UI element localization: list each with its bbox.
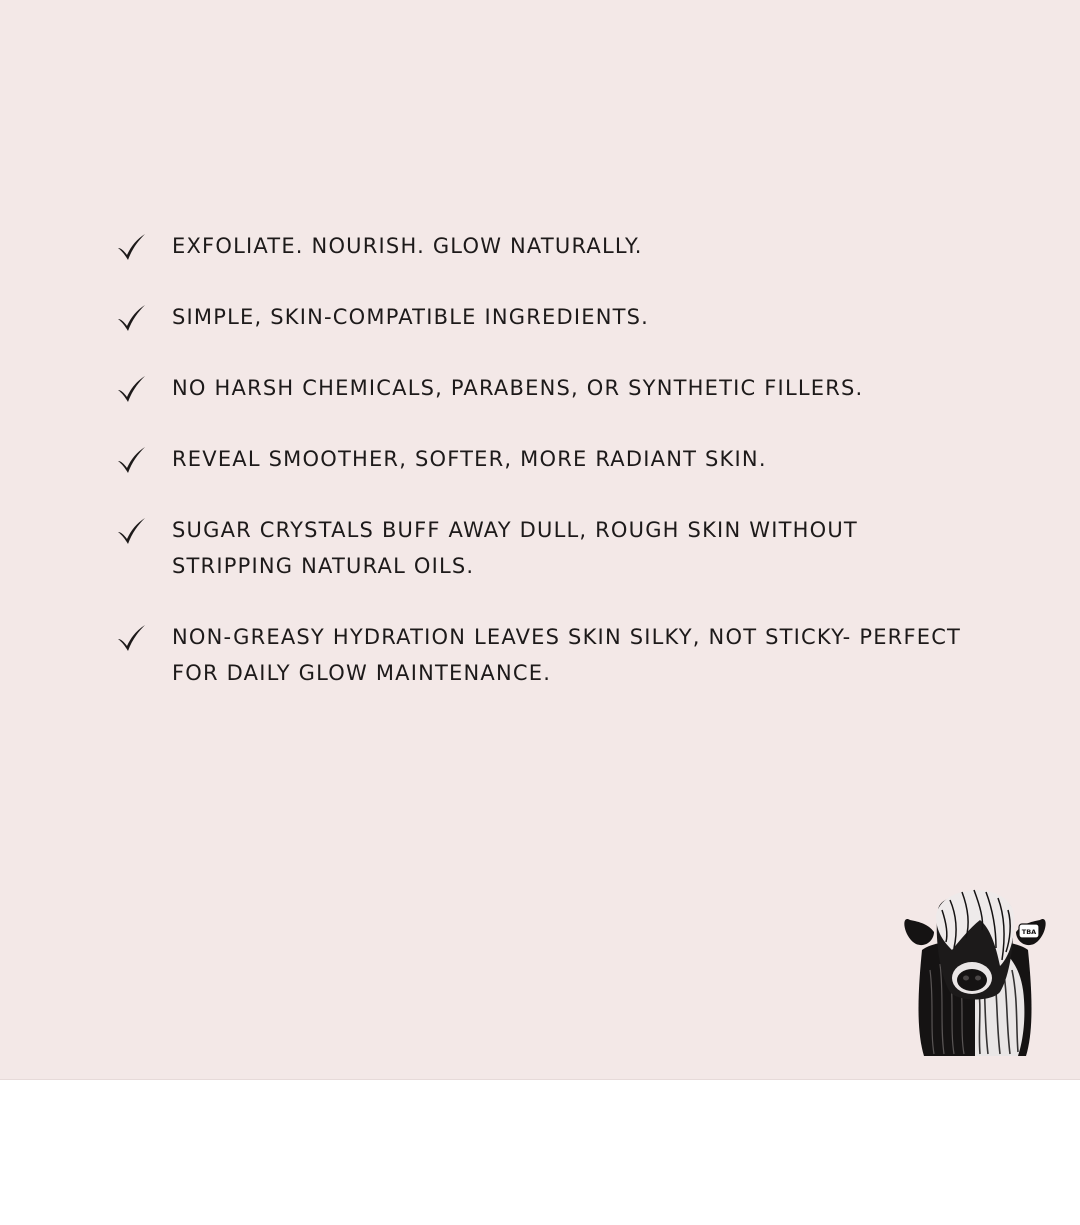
benefit-list (116, 228, 986, 726)
checkmark-icon (116, 374, 146, 404)
highland-cow-logo (900, 880, 1050, 1060)
benefit-item-3 (116, 370, 986, 406)
benefit-item-2 (116, 299, 986, 335)
benefit-item-4 (116, 441, 986, 477)
ear-tag-text: TBA (1021, 928, 1037, 936)
benefit-text: SIMPLE, SKIN-COMPATIBLE INGREDIENTS. (172, 305, 650, 329)
benefit-text: REVEAL SMOOTHER, SOFTER, MORE RADIANT SKIN. (172, 447, 767, 471)
checkmark-icon (116, 232, 146, 262)
benefit-text: SUGAR CRYSTALS BUFF AWAY DULL, ROUGH SKIN WITHOUT STRIPPING NATURAL OILS. (172, 518, 858, 578)
checkmark-icon (116, 303, 146, 333)
benefit-text: NO HARSH CHEMICALS, PARABENS, OR SYNTHETIC FILLERS. (172, 376, 864, 400)
checkmark-icon (116, 516, 146, 546)
checkmark-icon (116, 623, 146, 653)
benefit-item-1 (116, 228, 986, 264)
benefit-text: EXFOLIATE. NOURISH. GLOW NATURALLY. (172, 234, 643, 258)
checkmark-icon (116, 445, 146, 475)
benefit-item-6 (116, 619, 986, 691)
benefit-item-5 (116, 512, 986, 584)
benefit-text: NON-GREASY HYDRATION LEAVES SKIN SILKY, NOT STICKY- PERFECT FOR DAILY GLOW MAINTENANCE. (172, 625, 962, 685)
